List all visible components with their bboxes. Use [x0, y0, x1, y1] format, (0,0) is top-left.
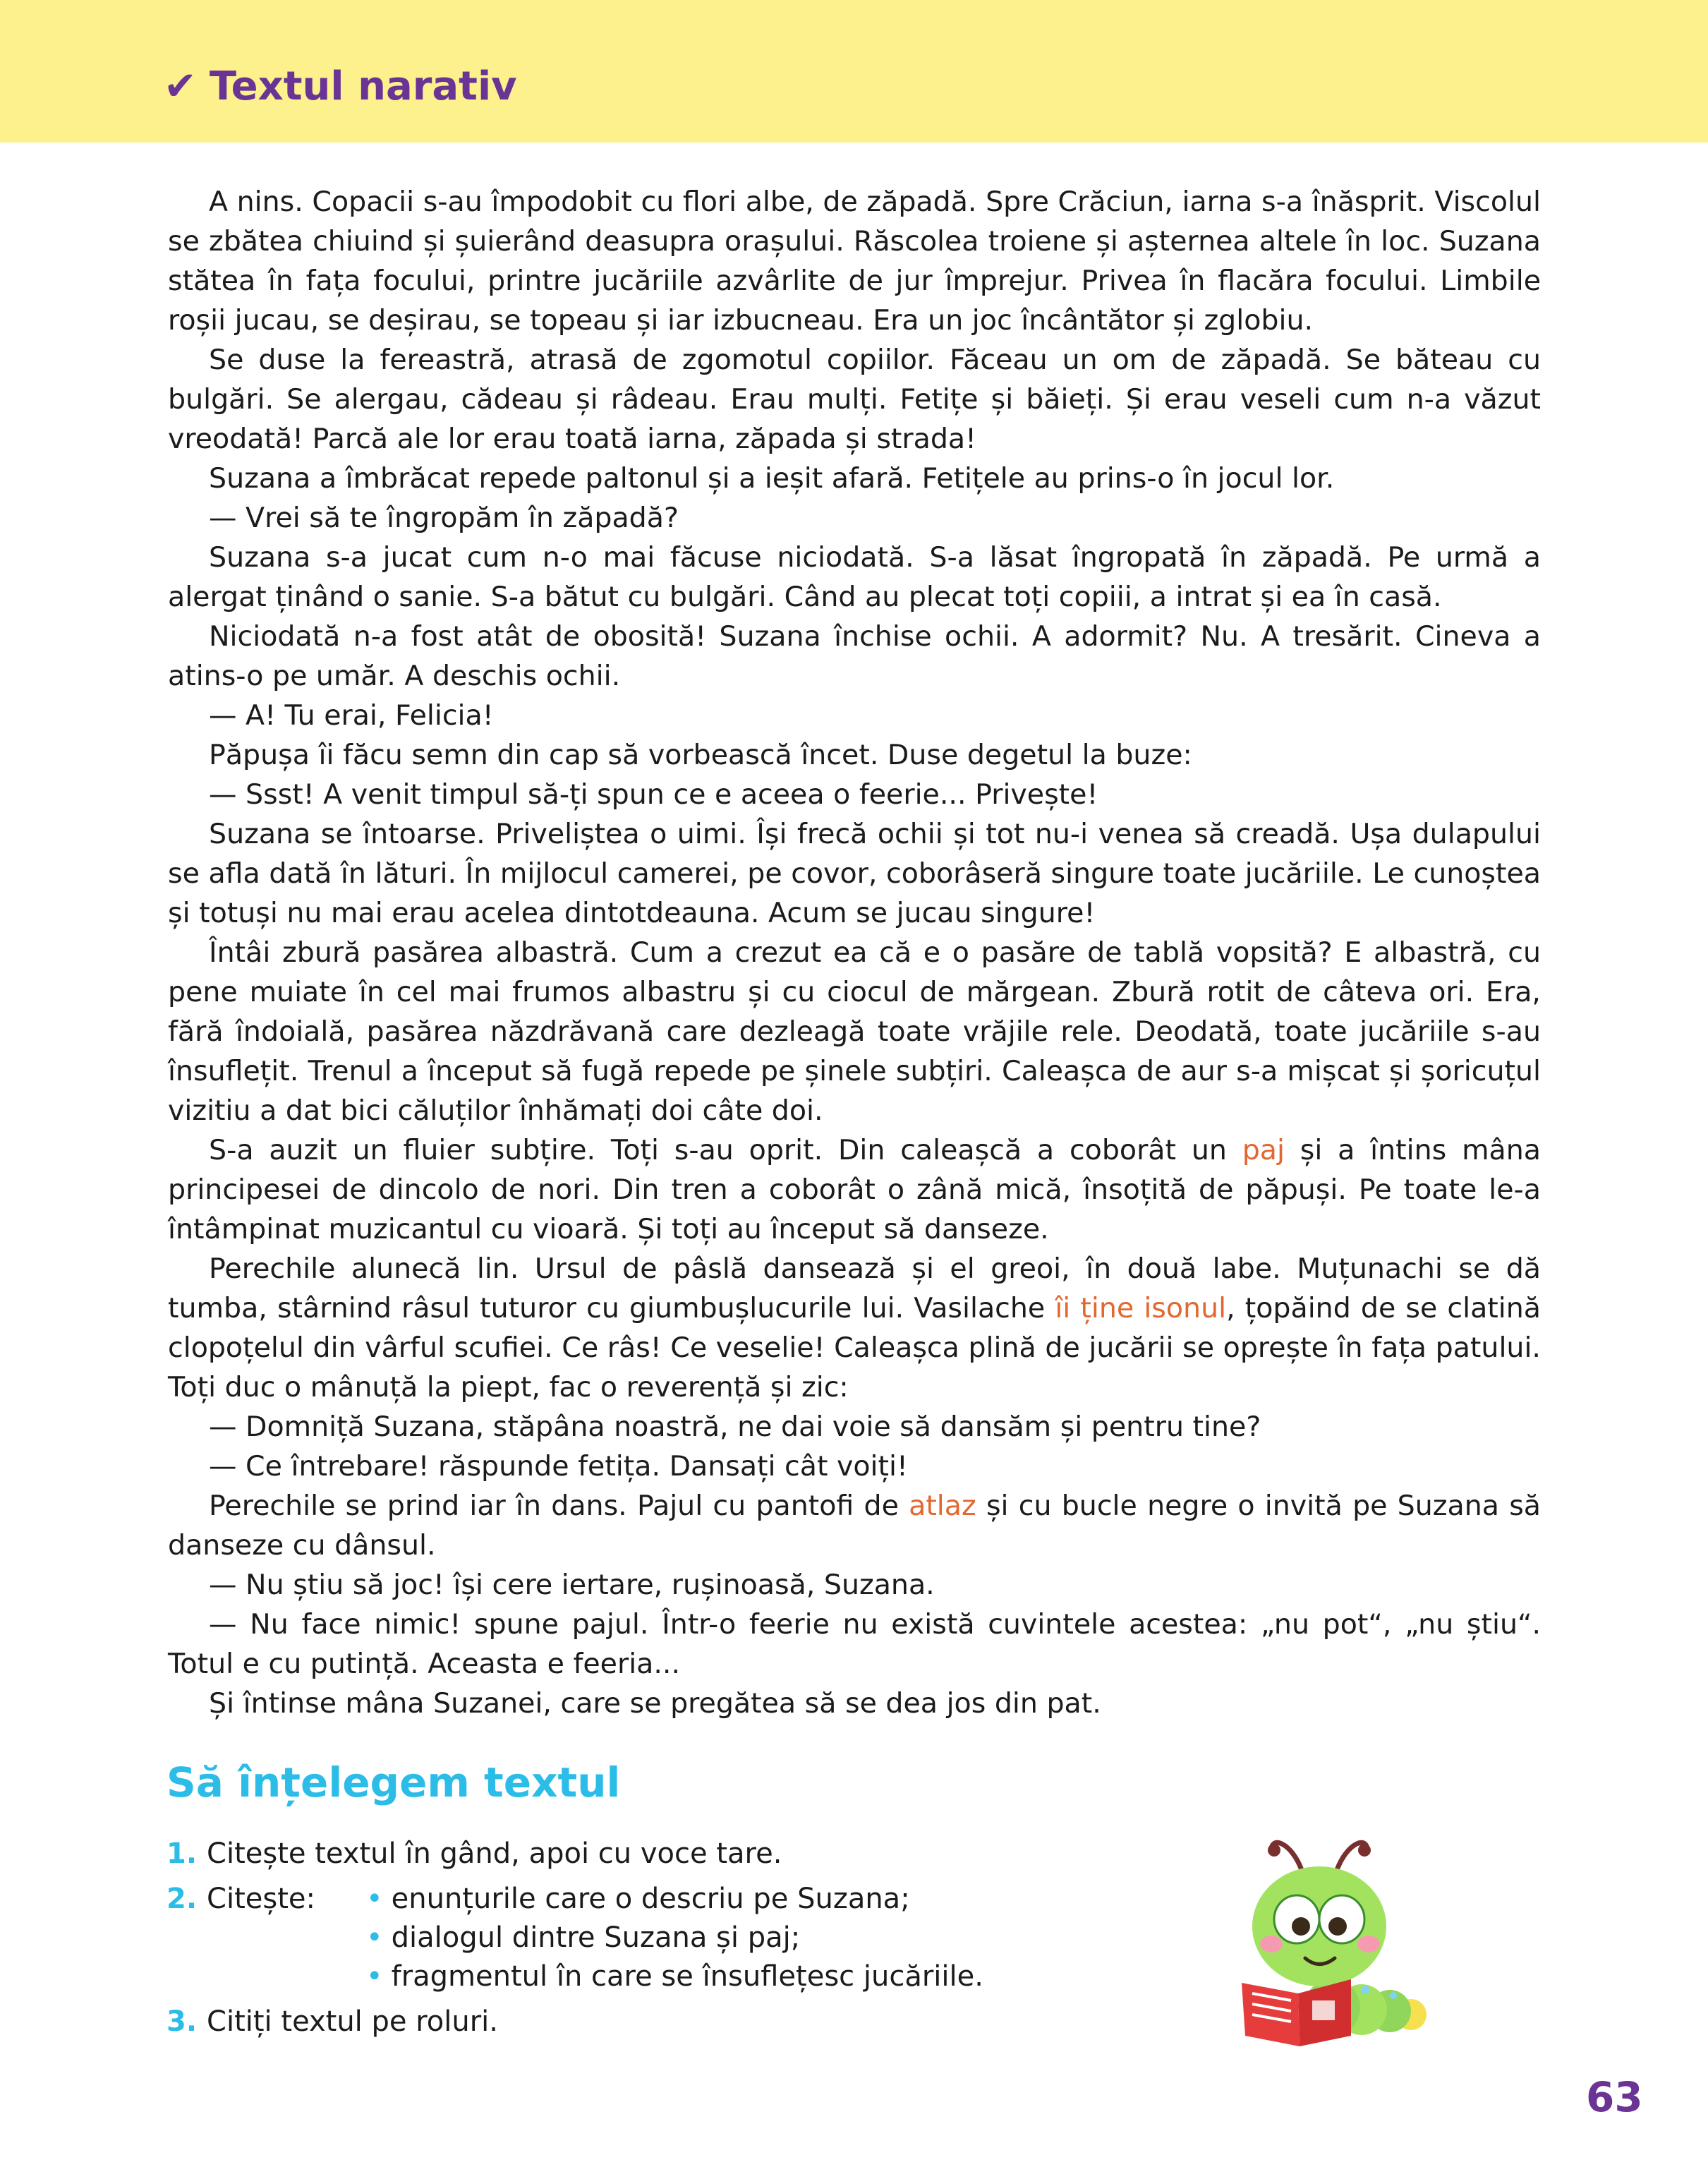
story-paragraph: Suzana a îmbrăcat repede paltonul și a ieșit afară. Fetițele au prins-o în jocul lor. [209, 462, 1335, 495]
story-paragraph: Suzana se întoarse. Priveliștea o uimi. Își frecă ochii și tot nu-i venea să creadă. Ușa dulapului se afla dată în lături. În mijlocul camerei, pe covor, coborâseră singure toate jucăriile. Le cunoștea și totuși nu mai erau acelea dintotdeauna. Acum se jucau singure! [168, 818, 1541, 929]
task-item [166, 1835, 983, 1873]
glossary-word: atlaz [909, 1490, 976, 1522]
section-title: Să înțelegem textul [166, 1758, 621, 1806]
bullet-text: fragmentul în care se însuflețesc jucăriile. [391, 1960, 983, 1993]
story-paragraph: Suzana s-a jucat cum n-o mai făcuse niciodată. S-a lăsat îngropată în zăpadă. Pe urmă a alergat ținând o sanie. S-a bătut cu bulgări. Când au plecat toți copiii, a intrat și ea în casă. [168, 541, 1541, 613]
story-paragraph: Se duse la fereastră, atrasă de zgomotul copiilor. Făceau un om de zăpadă. Se băteau cu bulgări. Se alergau, cădeau și râdeau. Erau mulți. Fetițe și băieți. Și erau veseli cum n-a văzut vreodată! Parcă ale lor erau toată iarna, zăpada și strada! [168, 344, 1541, 455]
story-paragraph: Niciodată n-a fost atât de obosită! Suzana închise ochii. A adormit? Nu. A tresărit. Cineva a atins-o pe umăr. A deschis ochii. [168, 620, 1541, 692]
task-number: 1. [166, 1837, 198, 1870]
task-text: Citește textul în gând, apoi cu voce tare. [207, 1837, 782, 1870]
chapter-title-text: Textul narativ [209, 64, 517, 109]
task-list [166, 1835, 983, 2048]
story-paragraph [168, 1130, 1541, 1249]
task-number: 3. [166, 2005, 198, 2038]
text-span: și cu bucle negre o invită pe Suzana să danseze cu dânsul. [168, 1490, 1541, 1562]
task-number: 2. [166, 1883, 198, 1915]
story-paragraph: Și întinse mâna Suzanei, care se pregătea să se dea jos din pat. [209, 1687, 1101, 1720]
story-dialogue: — Ssst! A venit timpul să-ți spun ce e aceea o feerie... Privește! [209, 778, 1098, 811]
bullet-icon: • [366, 1921, 383, 1954]
bullet-icon: • [366, 1883, 383, 1915]
bullet-text: dialogul dintre Suzana și paj; [391, 1921, 801, 1954]
text-span: Perechile alunecă lin. Ursul de pâslă dansează și el greoi, în două labe. Muțunachi se dă tumba, stârnind râsul tuturor cu giumbușlucurile lui. Vasilache [168, 1252, 1541, 1324]
task-bullet-item [366, 1919, 983, 1957]
story-paragraph: Păpușa îi făcu semn din cap să vorbească încet. Duse degetul la buze: [209, 739, 1192, 771]
story-dialogue: — Vrei să te îngropăm în zăpadă? [209, 502, 679, 534]
glossary-word: paj [1242, 1134, 1285, 1166]
task-item [166, 1880, 983, 1996]
story-dialogue: — Domniță Suzana, stăpâna noastră, ne dai voie să dansăm și pentru tine? [209, 1411, 1261, 1443]
chapter-title [164, 64, 517, 109]
text-span: Perechile se prind iar în dans. Pajul cu pantofi de [209, 1490, 909, 1522]
task-bullet-item [366, 1880, 983, 1919]
story-text [168, 182, 1541, 1723]
story-dialogue: — Nu face nimic! spune pajul. Într-o feerie nu există cuvintele acestea: „nu pot“, „nu știu“. Totul e cu putință. Aceasta e feeria... [168, 1608, 1541, 1680]
task-bullet-item [366, 1957, 983, 1996]
reading-caterpillar-icon [1221, 1821, 1432, 2053]
story-dialogue: — Ce întrebare! răspunde fetița. Dansați cât voiți! [209, 1450, 908, 1483]
text-span: și a întins mâna principesei de dincolo de nori. Din tren a coborât o zână mică, însoțită de păpuși. Pe toate le-a întâmpinat muzicantul cu vioară. Și toți au început să danseze. [168, 1134, 1541, 1245]
glossary-word: îi ține isonul [1055, 1292, 1227, 1324]
story-paragraph: Întâi zbură pasărea albastră. Cum a crezut ea că e o pasăre de tablă vopsită? E albastră, cu pene muiate în cel mai frumos albastru și cu ciocul de mărgean. Zbură rotit de câteva ori. Era, fără îndoială, pasărea năzdrăvană care dezleagă toate vrăjile rele. Deodată, toate jucăriile s-au însuflețit. Trenul a început să fugă repede pe șinele subțiri. Caleașca de aur s-a mișcat și șoricuțul vizitiu a dat bici căluților înhămați doi câte doi. [168, 936, 1541, 1127]
story-paragraph [168, 1486, 1541, 1565]
text-span: , țopăind de se clatină clopoțelul din vârful scufiei. Ce râs! Ce veselie! Caleașca plină de jucării se oprește în fața patului. Toți duc o mânuță la piept, fac o reverență și zic: [168, 1292, 1542, 1404]
page-number: 63 [1586, 2073, 1643, 2121]
bullet-text: enunțurile care o descriu pe Suzana; [391, 1883, 910, 1915]
task-text: Citiți textul pe roluri. [207, 2005, 498, 2038]
task-bullet-list [366, 1880, 983, 1996]
task-item [166, 2003, 983, 2041]
task-text: Citește: [207, 1883, 315, 1915]
story-paragraph [168, 1249, 1541, 1407]
story-dialogue: — Nu știu să joc! își cere iertare, rușinoasă, Suzana. [209, 1569, 935, 1601]
bullet-icon: • [366, 1960, 383, 1993]
story-paragraph: A nins. Copacii s-au împodobit cu flori albe, de zăpadă. Spre Crăciun, iarna s-a înăsprit. Viscolul se zbătea chiuind și șuierând deasupra orașului. Răscolea troiene și așternea altele în loc. Suzana stătea în fața focului, printre jucăriile azvârlite de jur împrejur. Privea în flacăra focului. Limbile roșii jucau, se deșirau, se topeau și iar izbucneau. Era un joc încântător și zglobiu. [168, 186, 1541, 337]
story-dialogue: — A! Tu erai, Felicia! [209, 699, 494, 732]
text-span: S-a auzit un fluier subțire. Toți s-au oprit. Din caleașcă a coborât un [209, 1134, 1242, 1166]
checkmark-icon: ✔ [164, 64, 197, 109]
